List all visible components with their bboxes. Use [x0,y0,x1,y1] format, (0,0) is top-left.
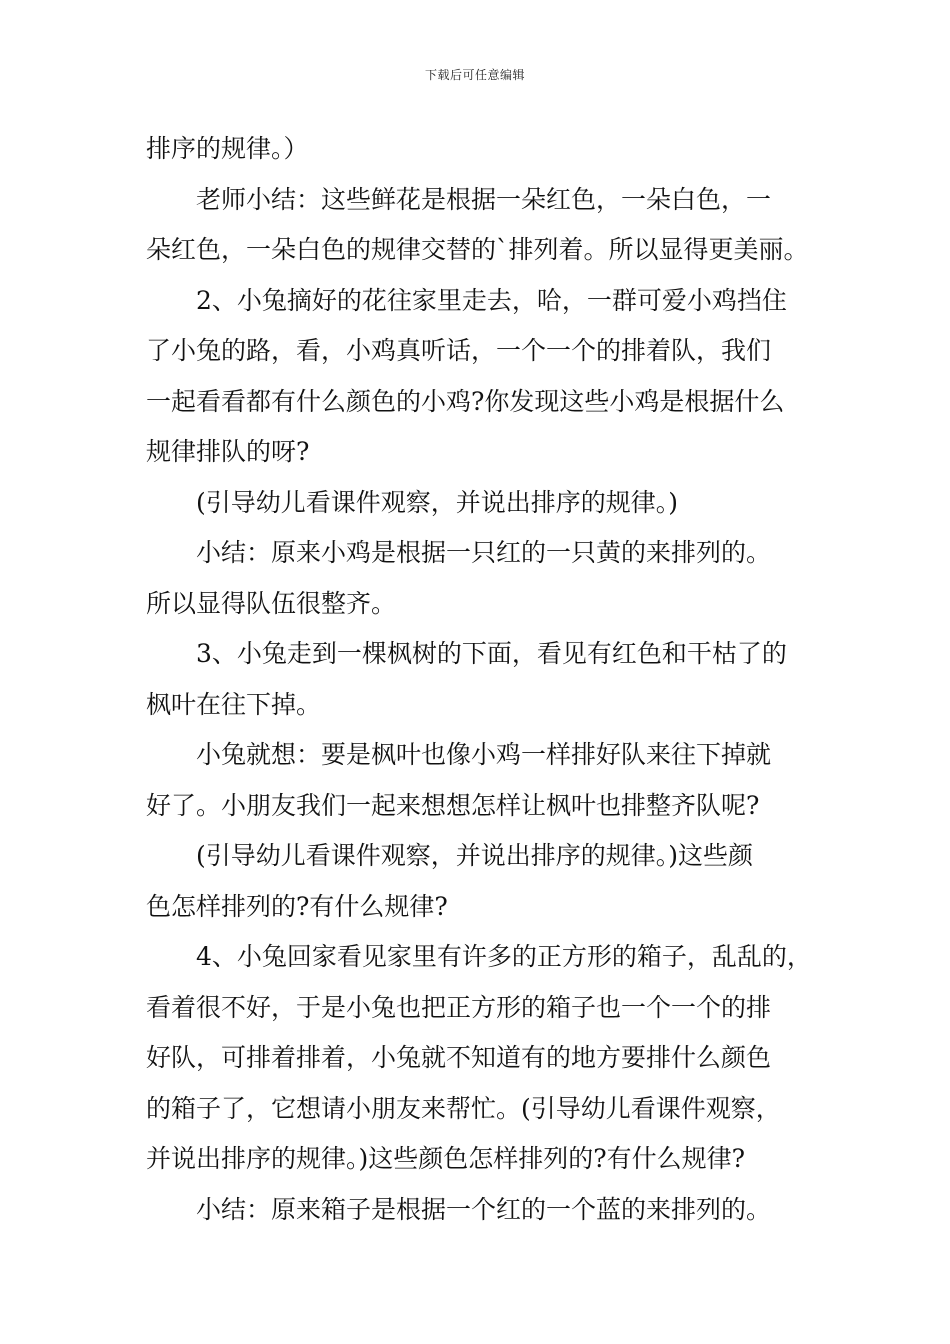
text-line: 所以显得队伍很整齐。 [146,588,397,618]
text-line: 4、小兔回家看见家里有许多的正方形的箱子，乱乱的， [196,942,812,971]
text-line: (引导幼儿看课件观察，并说出排序的规律。)这些颜 [196,841,754,870]
text-line: 了小兔的路，看，小鸡真听话，一个一个的排着队，我们 [146,336,772,365]
text-line: 的箱子了，它想请小朋友来帮忙。(引导幼儿看课件观察， [146,1093,781,1123]
text-line: 排序的规律。） [146,134,309,163]
text-line: 枫叶在往下掉。 [146,689,322,719]
document-body [146,124,810,1235]
text-line: 3、小兔走到一棵枫树的下面，看见有红色和干枯了的 [196,639,787,668]
text-line: 小结：原来箱子是根据一个红的一个蓝的来排列的。 [196,1194,772,1224]
text-line: 2、小兔摘好的花往家里走去，哈，一群可爱小鸡挡住 [196,285,787,315]
text-line: 小兔就想：要是枫叶也像小鸡一样排好队来往下掉就 [196,740,772,769]
page-header: 下载后可任意编辑 [424,68,525,82]
text-line: 色怎样排列的?有什么规律? [146,891,448,921]
text-line: 老师小结：这些鲜花是根据一朵红色，一朵白色，一 [196,184,772,214]
text-line: 好了。小朋友我们一起来想想怎样让枫叶也排整齐队呢? [146,790,760,820]
text-line: 并说出排序的规律。)这些颜色怎样排列的?有什么规律? [146,1144,746,1173]
text-line: 一起看看都有什么颜色的小鸡?你发现这些小鸡是根据什么 [146,386,785,416]
text-line: (引导幼儿看课件观察，并说出排序的规律。) [196,487,679,517]
text-line: 看着很不好，于是小兔也把正方形的箱子也一个一个的排 [146,992,772,1022]
text-line: 朵红色，一朵白色的规律交替的`排列着。所以显得更美丽。 [146,235,809,264]
text-line: 小结：原来小鸡是根据一只红的一只黄的来排列的。 [196,538,772,567]
text-line: 好队，可排着排着，小兔就不知道有的地方要排什么颜色 [146,1043,772,1072]
text-line: 规律排队的呀? [146,437,310,466]
